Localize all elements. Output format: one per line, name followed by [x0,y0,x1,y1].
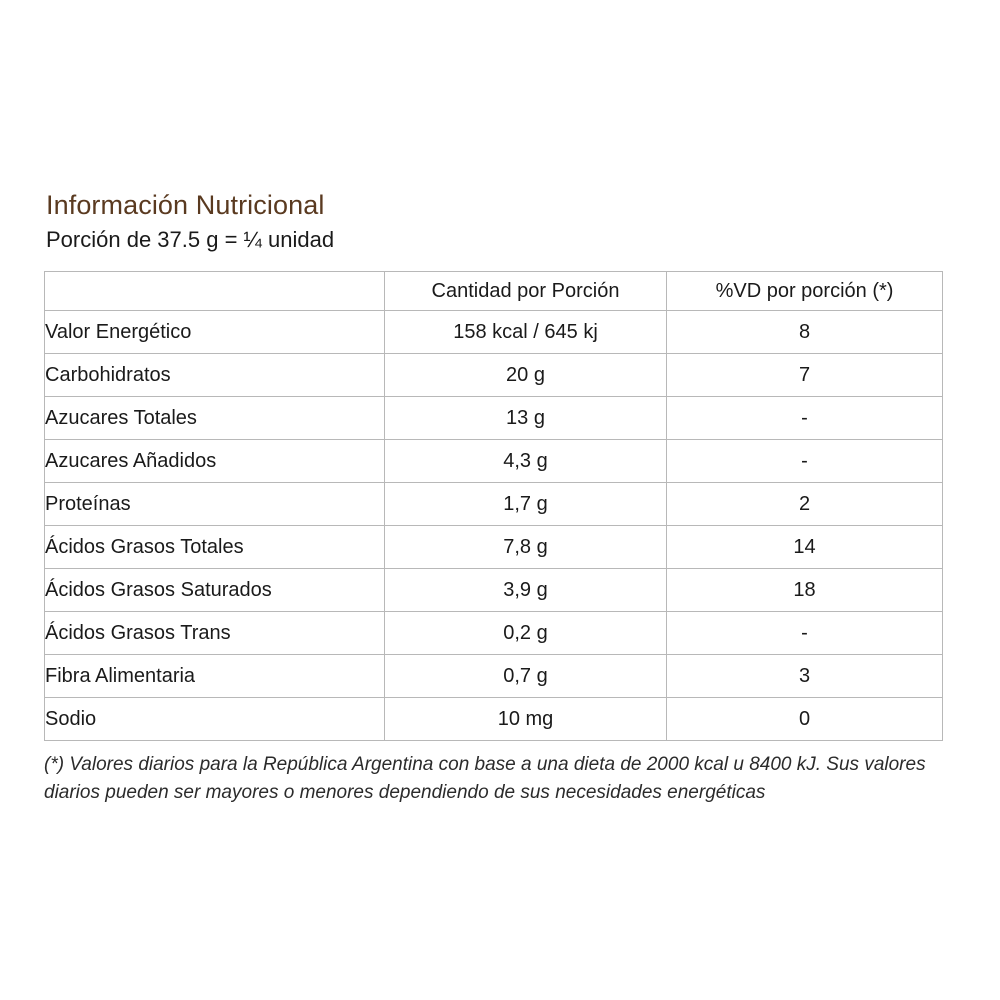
row-nutrient-name: Azucares Totales [45,397,385,440]
table-row [45,569,943,612]
row-nutrient-name: Azucares Añadidos [45,440,385,483]
row-percent-dv: - [667,440,943,483]
table-row [45,698,943,741]
table-row [45,311,943,354]
table-row [45,483,943,526]
row-percent-dv: 8 [667,311,943,354]
header-nutrient [45,272,385,311]
row-nutrient-name: Proteínas [45,483,385,526]
row-percent-dv: 18 [667,569,943,612]
table-row [45,397,943,440]
row-amount: 3,9 g [385,569,667,612]
row-nutrient-name: Ácidos Grasos Trans [45,612,385,655]
row-percent-dv: - [667,612,943,655]
row-percent-dv: 0 [667,698,943,741]
page-title: Información Nutricional [46,190,325,220]
row-amount: 13 g [385,397,667,440]
table-row [45,440,943,483]
header-amount-per-serving: Cantidad por Porción [385,272,667,311]
row-nutrient-name: Sodio [45,698,385,741]
nutrition-panel [44,190,944,806]
row-amount: 4,3 g [385,440,667,483]
table-row [45,354,943,397]
row-amount: 158 kcal / 645 kj [385,311,667,354]
row-nutrient-name: Ácidos Grasos Saturados [45,569,385,612]
serving-size-text: Porción de 37.5 g = ¼ unidad [46,227,335,252]
row-amount: 7,8 g [385,526,667,569]
header-percent-dv: %VD por porción (*) [667,272,943,311]
row-percent-dv: 3 [667,655,943,698]
row-percent-dv: - [667,397,943,440]
nutrition-table [44,271,943,741]
table-row [45,612,943,655]
table-row [45,655,943,698]
row-nutrient-name: Fibra Alimentaria [45,655,385,698]
row-nutrient-name: Ácidos Grasos Totales [45,526,385,569]
table-body [45,311,943,741]
row-amount: 0,2 g [385,612,667,655]
row-percent-dv: 2 [667,483,943,526]
row-percent-dv: 7 [667,354,943,397]
daily-values-footnote: (*) Valores diarios para la República Argentina con base a una dieta de 2000 kcal u 8400 kJ. Sus valores diarios pueden ser mayores o menores dependiendo de sus necesidades energéticas [44,754,926,803]
table-header [45,272,943,311]
row-amount: 0,7 g [385,655,667,698]
row-amount: 1,7 g [385,483,667,526]
row-amount: 20 g [385,354,667,397]
row-nutrient-name: Carbohidratos [45,354,385,397]
row-amount: 10 mg [385,698,667,741]
row-nutrient-name: Valor Energético [45,311,385,354]
row-percent-dv: 14 [667,526,943,569]
table-header-row [45,272,943,311]
table-row [45,526,943,569]
